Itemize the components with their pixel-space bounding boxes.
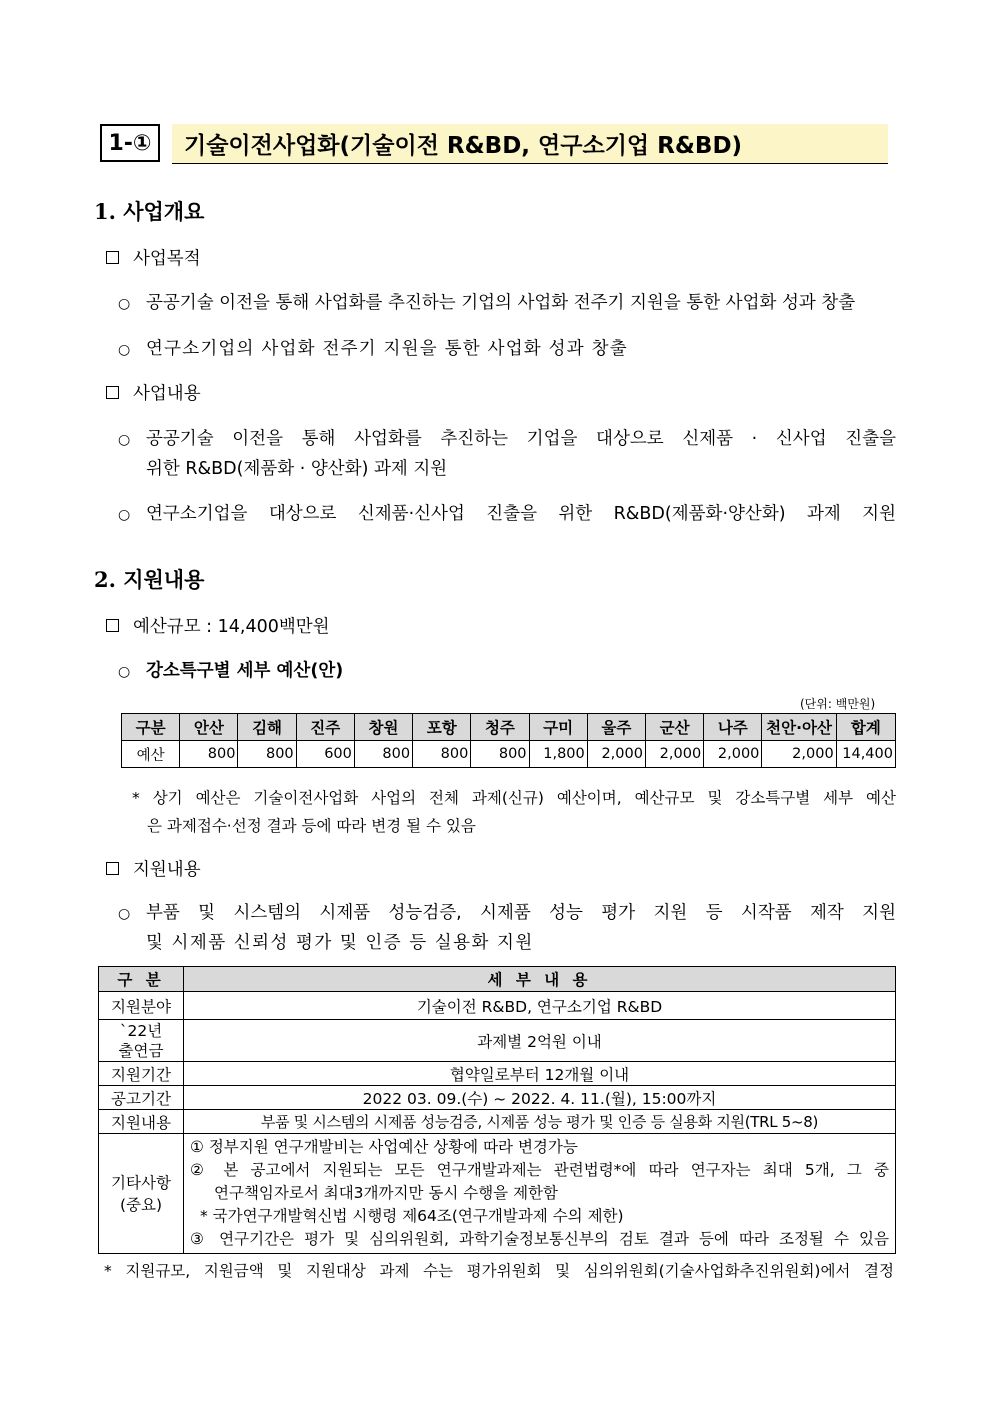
section2-heading: 2. 지원내용 <box>94 567 205 592</box>
page-title: 기술이전사업화(기술이전 R&BD, 연구소기업 R&BD) <box>172 124 888 164</box>
budget-line-text: 예산규모 : 14,400백만원 <box>133 617 330 637</box>
circle-bullet-icon: ○ <box>118 664 131 680</box>
support-label-text: 지원내용 <box>133 860 201 880</box>
budget-header-cell: 합계 <box>836 714 895 741</box>
budget-header-cell: 김해 <box>238 714 296 741</box>
circle-bullet-icon: ○ <box>118 432 131 448</box>
detail-row-label: 지원분야 <box>99 992 184 1020</box>
detail-row-label: 공고기간 <box>99 1086 184 1110</box>
checkbox-square-icon <box>106 619 119 632</box>
budget-value-cell: 2,000 <box>645 741 703 768</box>
section-number: 1-① <box>100 124 160 162</box>
detail-header-col2: 세 부 내 용 <box>184 967 896 992</box>
budget-sub: ○ 강소특구별 세부 예산(안) <box>118 656 818 686</box>
budget-header-cell: 천안·아산 <box>762 714 836 741</box>
budget-header-row <box>122 714 896 741</box>
budget-note: * 상기 예산은 기술이전사업화 사업의 전체 과제(신규) 예산이며, 예산규모 및 강소특구별 세부 예산 은 과제접수·선정 결과 등에 따라 변경 될 수 있음 <box>132 789 896 835</box>
footnote: * 지원규모, 지원금액 및 지원대상 과제 수는 평가위원회 및 심의위원회(기술사업화추진위원회)에서 결정 <box>104 1262 894 1280</box>
budget-header-cell: 창원 <box>354 714 412 741</box>
detail-table <box>98 966 896 1254</box>
detail-row <box>99 1086 896 1110</box>
budget-value-cell: 800 <box>180 741 238 768</box>
other-item-2: ② 본 공고에서 지원되는 모든 연구개발과제는 관련법령*에 따라 연구자는 최대 5개, 그 중 <box>190 1161 889 1179</box>
detail-header-col1: 구 분 <box>99 967 184 992</box>
detail-row-value: 과제별 2억원 이내 <box>184 1020 896 1062</box>
budget-value-cell: 800 <box>354 741 412 768</box>
circle-bullet-icon: ○ <box>118 906 131 922</box>
budget-value-row <box>122 741 896 768</box>
detail-other-content <box>184 1134 896 1254</box>
checkbox-square-icon <box>106 386 119 399</box>
purpose-bullet-2: ○ 연구소기업의 사업화 전주기 지원을 통한 사업화 성과 창출 <box>118 334 894 364</box>
budget-line <box>106 613 330 638</box>
budget-header-cell: 포항 <box>413 714 471 741</box>
other-item-3: ③ 연구기간은 평가 및 심의위원회, 과학기술정보통신부의 검토 결과 등에 따라 조정될 수 있음 <box>190 1230 889 1248</box>
other-item-2-note: * 국가연구개발혁신법 시행령 제64조(연구개발과제 수의 제한) <box>200 1207 624 1225</box>
detail-row-label: `22년 출연금 <box>99 1020 184 1062</box>
detail-row <box>99 992 896 1020</box>
detail-row-label: 지원기간 <box>99 1062 184 1086</box>
detail-row-label: 지원내용 <box>99 1110 184 1134</box>
content-label <box>106 380 201 405</box>
budget-table <box>121 713 896 768</box>
purpose-label <box>106 245 201 270</box>
detail-row-value: 2022 03. 09.(수) ~ 2022. 4. 11.(월), 15:00까지 <box>184 1086 896 1110</box>
budget-value-cell: 800 <box>238 741 296 768</box>
budget-header-cell: 군산 <box>645 714 703 741</box>
content-bullet-1: ○ 공공기술 이전을 통해 사업화를 추진하는 기업을 대상으로 신제품 · 신사업 진출을 위한 R&BD(제품화 · 양산화) 과제 지원 <box>118 424 896 484</box>
checkbox-square-icon <box>106 862 119 875</box>
budget-value-cell: 600 <box>296 741 354 768</box>
unit-label: (단위: 백만원) <box>800 697 876 711</box>
budget-header-cell: 진주 <box>296 714 354 741</box>
detail-row-value: 기술이전 R&BD, 연구소기업 R&BD <box>184 992 896 1020</box>
content-label-text: 사업내용 <box>133 384 201 404</box>
budget-header-cell: 구미 <box>529 714 587 741</box>
budget-value-cell: 2,000 <box>704 741 762 768</box>
detail-header-row <box>99 967 896 992</box>
other-item-1: ① 정부지원 연구개발비는 사업예산 상황에 따라 변경가능 <box>190 1138 578 1156</box>
budget-value-cell: 1,800 <box>529 741 587 768</box>
budget-header-cell: 청주 <box>471 714 529 741</box>
circle-bullet-icon: ○ <box>118 342 132 358</box>
detail-row-value: 협약일로부터 12개월 이내 <box>184 1062 896 1086</box>
support-bullet: ○ 부품 및 시스템의 시제품 성능검증, 시제품 성능 평가 지원 등 시작품 제작 지원 및 시제품 신뢰성 평가 및 인증 등 실용화 지원 <box>118 898 896 958</box>
budget-value-cell: 800 <box>413 741 471 768</box>
budget-value-cell: 14,400 <box>836 741 895 768</box>
budget-value-cell: 2,000 <box>587 741 645 768</box>
detail-row-label: 기타사항 (중요) <box>99 1134 184 1254</box>
detail-row <box>99 1062 896 1086</box>
purpose-label-text: 사업목적 <box>133 249 201 269</box>
budget-header-cell: 울주 <box>587 714 645 741</box>
detail-row <box>99 1020 896 1062</box>
budget-header-cell: 나주 <box>704 714 762 741</box>
content-bullet-2: ○ 연구소기업을 대상으로 신제품·신사업 진출을 위한 R&BD(제품화·양산화) 과제 지원 <box>118 499 896 529</box>
detail-row-other <box>99 1134 896 1254</box>
section1-heading: 1. 사업개요 <box>94 199 205 224</box>
other-item-2-cont: 연구책임자로서 최대3개까지만 동시 수행을 제한함 <box>214 1184 559 1202</box>
circle-bullet-icon: ○ <box>118 507 131 523</box>
purpose-bullet-1: ○ 공공기술 이전을 통해 사업화를 추진하는 기업의 사업화 전주기 지원을 통한 사업화 성과 창출 <box>118 288 894 318</box>
budget-value-cell: 800 <box>471 741 529 768</box>
detail-row <box>99 1110 896 1134</box>
budget-header-cell: 안산 <box>180 714 238 741</box>
budget-row-label: 예산 <box>122 741 180 768</box>
support-label <box>106 856 201 881</box>
checkbox-square-icon <box>106 251 119 264</box>
budget-value-cell: 2,000 <box>762 741 836 768</box>
budget-header-cell: 구분 <box>122 714 180 741</box>
detail-row-value: 부품 및 시스템의 시제품 성능검증, 시제품 성능 평가 및 인증 등 실용화 지원(TRL 5~8) <box>184 1110 896 1134</box>
circle-bullet-icon: ○ <box>118 296 131 312</box>
